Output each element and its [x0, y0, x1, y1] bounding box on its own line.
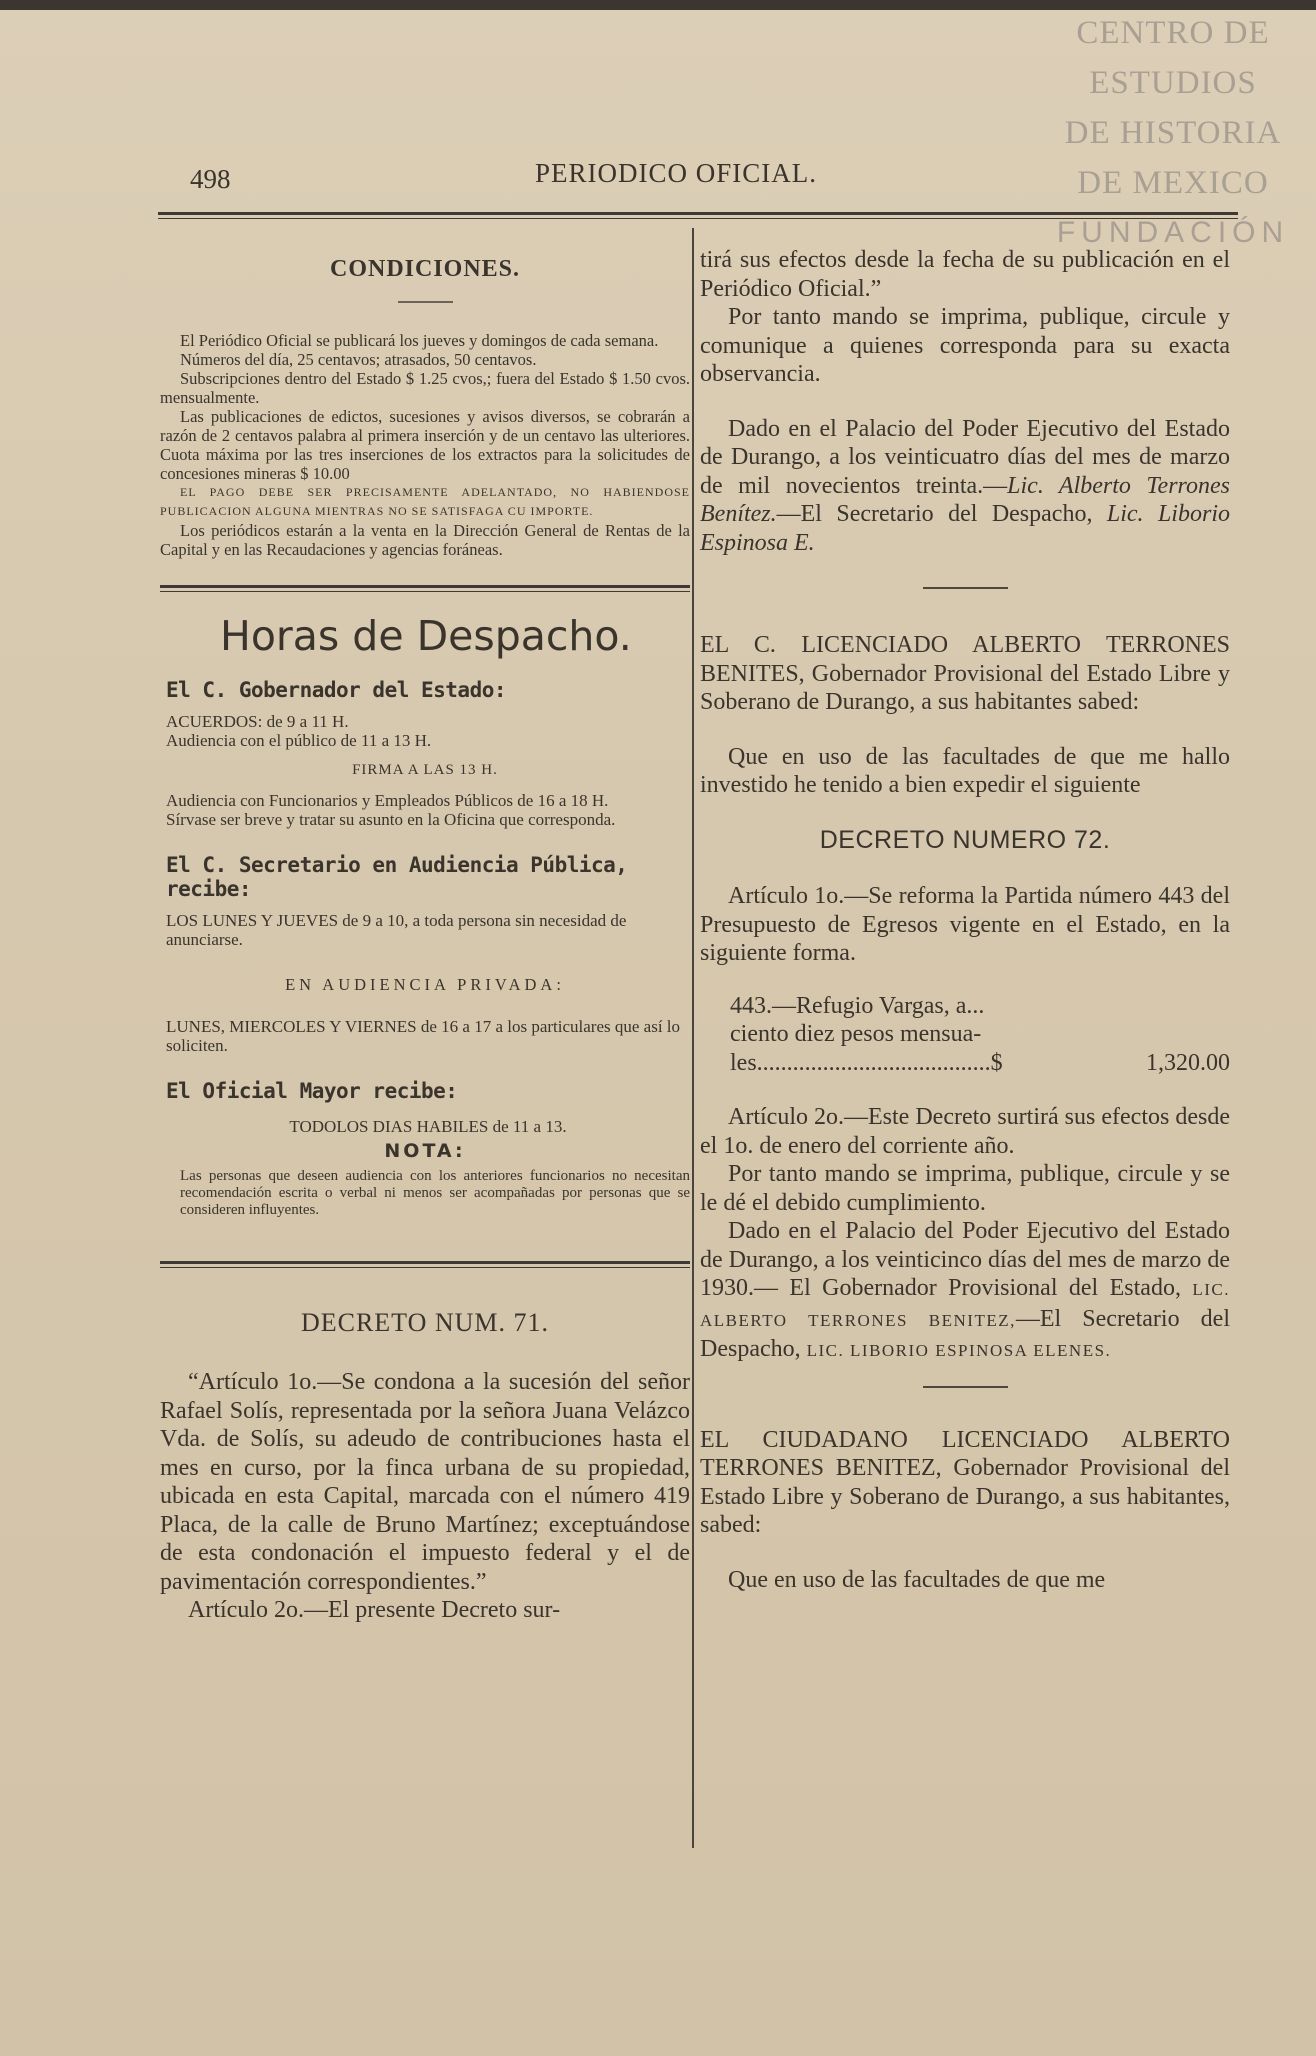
decreto-72-por-tanto: Por tanto mando se imprima, publique, circule y se le dé el debido cumplimiento.: [700, 1161, 1230, 1216]
partida-line: les.......................................$: [730, 1049, 1003, 1076]
condiciones-title: CONDICIONES.: [329, 256, 521, 282]
next-decree-section: [700, 1426, 1230, 1595]
nota-title: NOTA:: [384, 1140, 466, 1162]
horas-title: Horas de Despacho.: [220, 612, 632, 660]
decreto-72-article-1: Artículo 1o.—Se reforma la Partida número 443 del Presupuesto de Egresos vigente en el Estado, en la siguiente forma.: [700, 883, 1230, 966]
next-decree-intro: EL CIUDADANO LICENCIADO ALBERTO TERRONES BENITEZ, Gobernador Provisional del Estado Libre y Soberano de Durango, a sus habitantes, sabed:: [700, 1426, 1230, 1538]
condiciones-text: [160, 331, 690, 559]
column-divider: [692, 228, 694, 1848]
breve-line: Sírvase ser breve y tratar su asunto en la Oficina que corresponda.: [166, 810, 616, 829]
decreto-71-article-2: Artículo 2o.—El presente Decreto sur-: [188, 1597, 561, 1623]
dado-text: Dado en el Palacio del Poder Ejecutivo del Estado de Durango, a los veinticinco días del mes de marzo de 1930.— El Gobernador Provisional del Estado,: [700, 1218, 1230, 1301]
partida-entry: [730, 992, 1230, 1078]
continuation-text: tirá sus efectos desde la fecha de su publicación en el Periódico Oficial.”: [700, 247, 1230, 302]
next-decree-que: Que en uso de las facultades de que me: [728, 1566, 1106, 1593]
watermark-line: DE MEXICO: [1077, 165, 1269, 201]
oficial-mayor-heading: El Oficial Mayor recibe:: [166, 1079, 458, 1103]
condiciones-paragraph: EL PAGO DEBE SER PRECISAMENTE ADELANTADO, NO HABIENDOSE PUBLICACION ALGUNA MIENTRAS NO SE SATISFAGA CU IMPORTE.: [160, 485, 690, 518]
dado-paragraph: [700, 415, 1230, 558]
condiciones-paragraph: Los periódicos estarán a la venta en la Dirección General de Rentas de la Capital y en las Recaudaciones y agencias foráneas.: [160, 521, 690, 559]
page-header: [190, 158, 1250, 198]
decreto-71-body: [160, 1368, 690, 1625]
decreto-72-article-2: Artículo 2o.—Este Decreto surtirá sus efectos desde el 1o. de enero del corriente año.: [700, 1104, 1230, 1159]
short-rule: [923, 587, 1008, 589]
right-column: [700, 246, 1230, 1594]
page-number: 498: [190, 164, 231, 194]
secretario-heading: El C. Secretario en Audiencia Pública, recibe:: [166, 853, 628, 901]
signature-secretary: LIC. LIBORIO ESPINOSA ELENES.: [806, 1341, 1112, 1360]
short-rule: [923, 1386, 1008, 1388]
audiencia-funcionarios-line: Audiencia con Funcionarios y Empleados Públicos de 16 a 18 H.: [166, 791, 609, 810]
decreto-72-dado: [700, 1217, 1230, 1366]
partida-row: [730, 1049, 1230, 1078]
partida-amount: 1,320.00: [1146, 1049, 1230, 1076]
watermark-line: ESTUDIOS: [1089, 65, 1257, 101]
signature-governor: Lic. Alberto Terrones Benítez.: [700, 472, 1230, 527]
dado-mid-text: —El Secretario del Despacho,: [700, 1305, 1230, 1362]
lunes-jueves-line: LOS LUNES Y JUEVES de 9 a 10, a toda persona sin necesidad de anunciarse.: [166, 911, 627, 949]
dado-mid-text: —El Secretario del Despacho,: [776, 501, 1093, 527]
watermark-line: DE HISTORIA: [1064, 115, 1282, 151]
condiciones-paragraph: Las publicaciones de edictos, sucesiones y avisos diversos, se cobrarán a razón de 2 centavos palabra al primera inserción y de un centavo las ulteriores. Cuota máxima por las tres inserciones de los extractos para la solicitudes de concesiones mineras $ 10.00: [160, 407, 690, 483]
signature-secretary: Lic. Liborio Espinosa E.: [700, 501, 1230, 556]
section-rule: [160, 1261, 690, 1268]
decreto-71-continuation: [700, 246, 1230, 557]
condiciones-paragraph: Subscripciones dentro del Estado $ 1.25 cvos,; fuera del Estado $ 1.50 cvos. mensualmente.: [160, 369, 690, 407]
decreto-72-intro: EL C. LICENCIADO ALBERTO TERRONES BENITES, Gobernador Provisional del Estado Libre y Soberano de Durango, a sus habitantes sabed:: [700, 632, 1230, 715]
acuerdos-line: ACUERDOS: de 9 a 11 H.: [166, 712, 349, 731]
signature-governor: LIC. ALBERTO TERRONES BENITEZ,: [700, 1280, 1230, 1330]
decreto-72-section: [700, 631, 1230, 968]
firma-line: FIRMA A LAS 13 H.: [352, 762, 498, 778]
nota-text: Las personas que deseen audiencia con los anteriores funcionarios no necesitan recomendación escrita o verbal ni menos ser acompañadas por personas que se consideren influyentes.: [180, 1168, 690, 1218]
gobernador-heading: El C. Gobernador del Estado:: [166, 678, 507, 702]
short-rule: [398, 301, 453, 303]
dado-text: Dado en el Palacio del Poder Ejecutivo del Estado de Durango, a los veinticuatro días del mes de marzo de mil novecientos treinta.—: [700, 415, 1230, 499]
condiciones-paragraph: Números del día, 25 centavos; atrasados, 50 centavos.: [180, 350, 537, 369]
audiencia-publico-line: Audiencia con el público de 11 a 13 H.: [166, 731, 432, 750]
todos-dias-line: TODOLOS DIAS HABILES de 11 a 13.: [289, 1117, 567, 1136]
por-tanto-text: Por tanto mando se imprima, publique, circule y comunique a quienes corresponda para su exacta observancia.: [700, 304, 1230, 387]
decreto-72-title: DECRETO NUMERO 72.: [819, 825, 1111, 854]
decreto-71-article-1: “Artículo 1o.—Se condona a la sucesión del señor Rafael Solís, representada por la señora Juana Velázco Vda. de Solís, su adeudo de contribuciones hasta el mes en curso, por la finca urbana de su propiedad, ubicada en esta Capital, marcada con el número 419 Placa, de la calle de Bruno Martínez; exceptuándose de esta condonación el impuesto federal y el de pavimentación correspondientes.”: [160, 1369, 690, 1595]
decreto-72-que: Que en uso de las facultades de que me hallo investido he tenido a bien expedir el siguiente: [700, 743, 1230, 798]
audiencia-privada-heading: EN AUDIENCIA PRIVADA:: [285, 975, 565, 994]
watermark-line: CENTRO DE: [1076, 15, 1270, 51]
decreto-71-title: DECRETO NUM. 71.: [300, 1308, 550, 1337]
section-rule: [160, 585, 690, 592]
partida-line: ciento diez pesos mensua-: [730, 1021, 982, 1047]
archive-watermark: [1048, 8, 1298, 258]
decreto-72-closing: [700, 1103, 1230, 1366]
partida-line: 443.—Refugio Vargas, a...: [730, 992, 985, 1019]
condiciones-paragraph: El Periódico Oficial se publicará los jueves y domingos de cada semana.: [180, 331, 659, 350]
newspaper-title: PERIODICO OFICIAL.: [535, 158, 818, 188]
header-rule: [158, 212, 1238, 219]
watermark-line: FUNDACIÓN: [1056, 216, 1290, 249]
left-column: [160, 250, 690, 1625]
lunes-miercoles-line: LUNES, MIERCOLES Y VIERNES de 16 a 17 a los particulares que así lo soliciten.: [166, 1017, 681, 1055]
